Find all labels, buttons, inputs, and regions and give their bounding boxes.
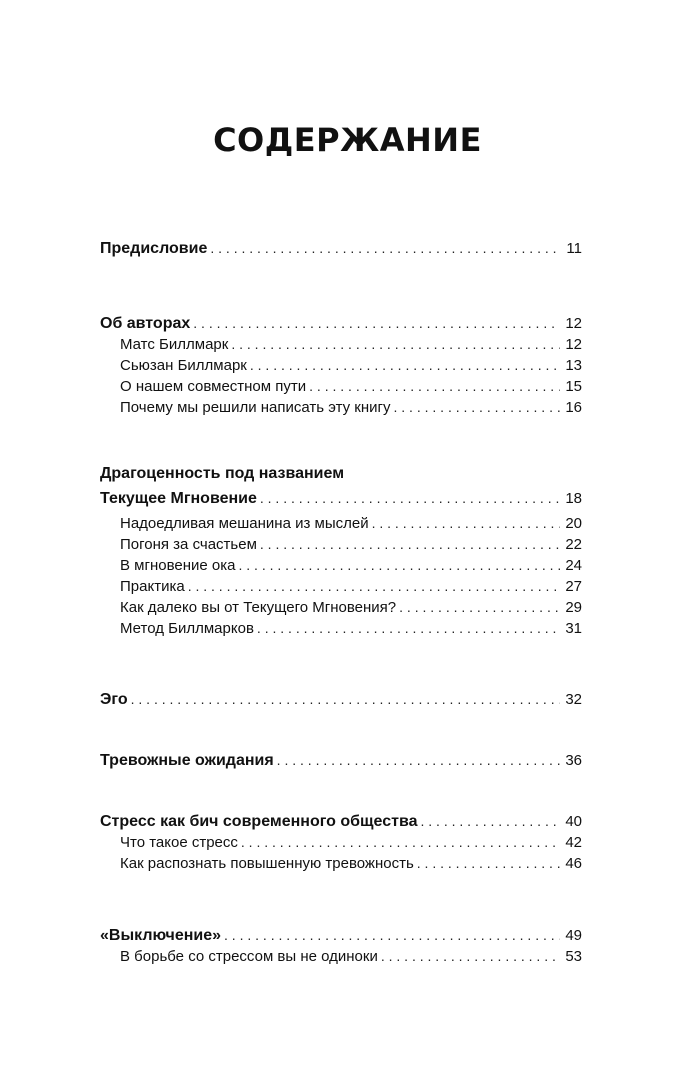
toc-page-number: 24 [565, 557, 582, 574]
toc-page-number: 11 [566, 240, 582, 257]
toc-entry-sub[interactable] [120, 617, 582, 639]
toc-entry-sub[interactable] [120, 396, 582, 418]
dot-leader [309, 375, 560, 397]
page-title: СОДЕРЖАНИЕ [213, 121, 482, 159]
toc-entry-anxious-expectations[interactable] [100, 749, 582, 771]
dot-leader [399, 596, 560, 618]
toc-entry-sub[interactable] [120, 512, 582, 534]
toc-entry-sub[interactable] [120, 554, 582, 576]
toc-entry-title: Текущее Мгновение [100, 490, 257, 507]
toc-entry-title: Как далеко вы от Текущего Мгновения? [120, 599, 397, 616]
toc-entry-title: Сьюзан Биллмарк [120, 357, 247, 374]
dot-leader [260, 533, 560, 555]
toc-entry-stress[interactable] [100, 810, 582, 832]
toc-entry-title: Почему мы решили написать эту книгу [120, 399, 391, 416]
toc-page-number: 16 [565, 399, 582, 416]
toc-entry-title: Практика [120, 578, 185, 595]
toc-page-number: 13 [565, 357, 582, 374]
toc-entry-sub[interactable] [120, 945, 582, 967]
toc-page-number: 12 [565, 315, 582, 332]
toc-entry-title: Погоня за счастьем [120, 536, 257, 553]
toc-entry-preface[interactable] [100, 237, 582, 259]
dot-leader [277, 749, 560, 771]
toc-entry-title: Метод Биллмарков [120, 620, 254, 637]
toc-page-number: 27 [565, 578, 582, 595]
dot-leader [224, 924, 560, 946]
toc-entry-title: Надоедливая мешанина из мыслей [120, 515, 369, 532]
dot-leader [393, 396, 560, 418]
toc-entry-title: Как распознать повышенную тревожность [120, 855, 414, 872]
toc-page-number: 40 [565, 813, 582, 830]
toc-entry-ego[interactable] [100, 688, 582, 710]
dot-leader [231, 333, 560, 355]
dot-leader [381, 945, 560, 967]
toc-page-number: 12 [565, 336, 582, 353]
toc-entry-sub[interactable] [120, 831, 582, 853]
toc-entry-sub[interactable] [120, 852, 582, 874]
dot-leader [250, 354, 560, 376]
dot-leader [241, 831, 560, 853]
toc-entry-title: Матс Биллмарк [120, 336, 229, 353]
dot-leader [257, 617, 560, 639]
dot-leader [193, 312, 560, 334]
dot-leader [131, 688, 560, 710]
toc-entry-sub[interactable] [120, 375, 582, 397]
toc-entry-title: Тревожные ожидания [100, 752, 274, 769]
toc-entry-title: «Выключение» [100, 927, 222, 944]
dot-leader [188, 575, 560, 597]
dot-leader [420, 810, 560, 832]
toc-entry-sub[interactable] [120, 533, 582, 555]
toc-page-number: 15 [565, 378, 582, 395]
toc-entry-about-authors[interactable] [100, 312, 582, 334]
toc-entry-title: В мгновение ока [120, 557, 236, 574]
toc-entry-sub[interactable] [120, 596, 582, 618]
toc-entry-sub[interactable] [120, 333, 582, 355]
dot-leader [238, 554, 560, 576]
toc-entry-title: Стресс как бич современного общества [100, 813, 418, 830]
toc-entry-title: О нашем совместном пути [120, 378, 307, 395]
toc-entry-title-first-line[interactable]: Драгоценность под названием [100, 465, 345, 482]
dot-leader [260, 487, 560, 509]
toc-entry-sub[interactable] [120, 354, 582, 376]
toc-page-number: 31 [565, 620, 582, 637]
toc-page-number: 29 [565, 599, 582, 616]
dot-leader [417, 852, 560, 874]
toc-entry-title: Об авторах [100, 315, 191, 332]
toc-page-number: 32 [565, 691, 582, 708]
toc-page-number: 22 [565, 536, 582, 553]
toc-entry-title: Эго [100, 691, 128, 708]
toc-page-number: 36 [565, 752, 582, 769]
toc-page-number: 53 [565, 948, 582, 965]
toc-entry-title: Предисловие [100, 240, 208, 257]
toc-page-number: 42 [565, 834, 582, 851]
dot-leader [210, 237, 560, 259]
toc-entry-sub[interactable] [120, 575, 582, 597]
toc-entry-present-moment[interactable] [100, 487, 582, 509]
toc-entry-title: Что такое стресс [120, 834, 238, 851]
toc-page-number: 46 [565, 855, 582, 872]
toc-entry-shutdown[interactable] [100, 924, 582, 946]
toc-page-number: 18 [565, 490, 582, 507]
dot-leader [372, 512, 560, 534]
toc-page-number: 49 [565, 927, 582, 944]
toc-entry-title: В борьбе со стрессом вы не одиноки [120, 948, 378, 965]
toc-page-number: 20 [565, 515, 582, 532]
